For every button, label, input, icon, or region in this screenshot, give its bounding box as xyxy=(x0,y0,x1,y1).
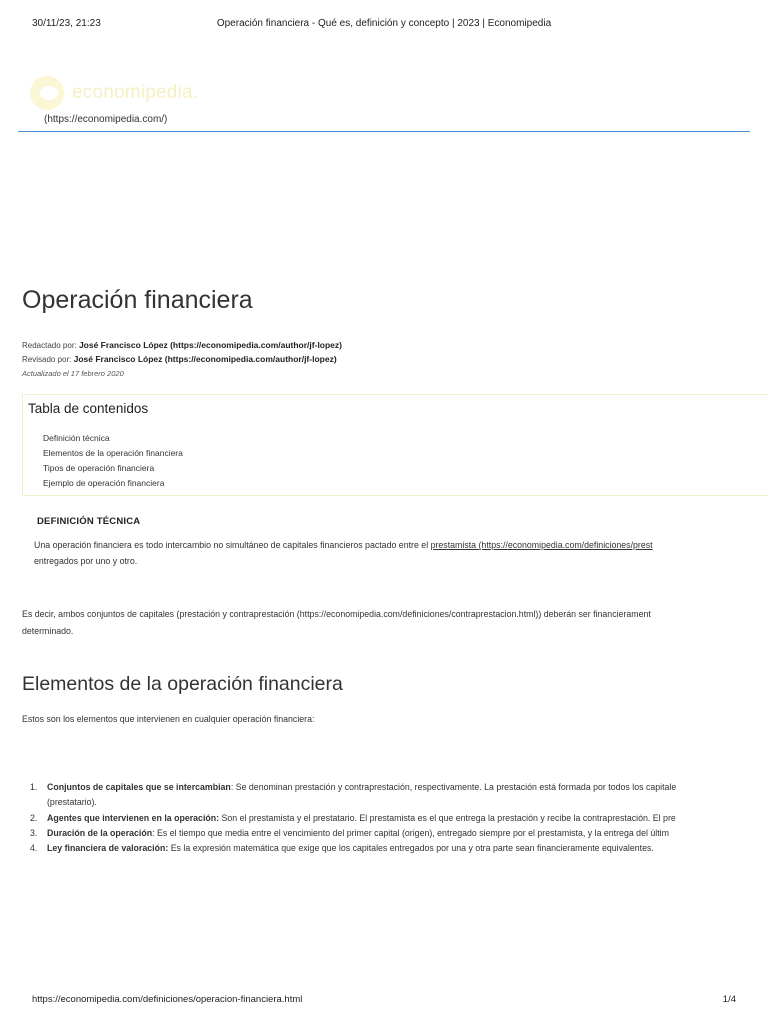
reviewer-link[interactable]: José Francisco López (https://economipedia.com/author/jf-lopez) xyxy=(73,354,337,364)
list-item-text: Es la expresión matemática que exige que los capitales entregados por una y otra parte sean financieramente equivalentes. xyxy=(168,843,654,854)
written-by-line xyxy=(22,340,342,350)
toc-item-tipos[interactable]: Tipos de operación financiera xyxy=(43,463,155,473)
list-item-term: Duración de la operación xyxy=(47,827,153,838)
author-link[interactable]: José Francisco López (https://economipedia.com/author/jf-lopez) xyxy=(78,340,342,350)
list-number: 1. xyxy=(30,782,38,792)
contraprestacion-link[interactable]: contraprestación (https://economipedia.com/definiciones/contraprestacion.html) xyxy=(229,609,539,619)
list-item xyxy=(30,811,676,826)
explanation-paragraph-line-2: determinado. xyxy=(22,626,74,636)
elements-list xyxy=(30,780,676,856)
definition-text: Una operación financiera es todo intercambio no simultáneo de capitales financieros pactado entre el xyxy=(34,540,431,550)
reviewed-by-label: Revisado por: xyxy=(22,355,72,364)
page-number: 1/4 xyxy=(722,994,736,1005)
elements-heading: Elementos de la operación financiera xyxy=(22,673,343,695)
print-header xyxy=(32,18,736,32)
list-item-text: : Se denominan prestación y contraprestación, respectivamente. La prestación está formada por todos los capitale xyxy=(230,782,677,792)
prestamista-link[interactable]: prestamista (https://economipedia.com/definiciones/prest xyxy=(430,540,653,550)
print-datetime: 30/11/23, 21:23 xyxy=(32,18,101,29)
updated-date: Actualizado el 17 febrero 2020 xyxy=(22,369,124,378)
explanation-text-end: ) deberán ser financierament xyxy=(538,609,651,619)
list-item-continuation: (prestatario). xyxy=(47,797,97,808)
reviewed-by-line xyxy=(22,354,337,364)
definition-paragraph-line-1 xyxy=(34,540,653,550)
page-title: Operación financiera xyxy=(22,286,253,314)
print-footer xyxy=(32,994,736,1008)
logo-url-link[interactable]: (https://economipedia.com/) xyxy=(44,114,168,125)
economipedia-logo-icon xyxy=(30,76,64,110)
toc-item-definicion-tecnica[interactable]: Definición técnica xyxy=(43,433,110,443)
toc-list xyxy=(43,431,183,491)
list-item xyxy=(30,780,676,795)
toc-item-elementos[interactable]: Elementos de la operación financiera xyxy=(43,448,183,458)
definition-heading: DEFINICIÓN TÉCNICA xyxy=(37,516,141,527)
economipedia-logo[interactable] xyxy=(28,74,198,114)
explanation-paragraph-line-1 xyxy=(22,609,651,619)
list-number: 4. xyxy=(30,843,38,854)
list-item xyxy=(30,841,676,856)
written-by-label: Redactado por: xyxy=(22,341,77,350)
list-item-text: : Es el tiempo que media entre el vencimiento del primer capital (origen), entregado siempre por el prestamista, y la entrega del últim xyxy=(152,827,669,838)
explanation-text-start: Es decir, ambos conjuntos de capitales (prestación y xyxy=(22,609,230,619)
print-footer-url: https://economipedia.com/definiciones/operacion-financiera.html xyxy=(32,994,303,1005)
elements-intro: Estos son los elementos que intervienen en cualquier operación financiera: xyxy=(22,714,315,724)
print-page-title: Operación financiera - Qué es, definición y concepto | 2023 | Economipedia xyxy=(216,18,552,29)
toc-item-ejemplo[interactable]: Ejemplo de operación financiera xyxy=(43,478,165,488)
toc-title: Tabla de contenidos xyxy=(28,401,149,416)
list-item-term: Conjuntos de capitales que se intercambian xyxy=(47,782,231,792)
list-number: 3. xyxy=(30,827,38,838)
list-item-term: Ley financiera de valoración: xyxy=(47,843,169,854)
logo-text: economipedia. xyxy=(72,82,199,103)
list-item xyxy=(30,826,676,841)
table-of-contents xyxy=(22,394,768,496)
definition-paragraph-line-2: entregados por uno y otro. xyxy=(34,556,138,566)
list-item-text: Son el prestamista y el prestatario. El prestamista es el que entrega la prestación y recibe la contraprestación. El pre xyxy=(219,812,676,823)
list-item-term: Agentes que intervienen en la operación: xyxy=(47,812,220,823)
header-divider xyxy=(18,131,750,132)
list-number: 2. xyxy=(30,812,38,823)
